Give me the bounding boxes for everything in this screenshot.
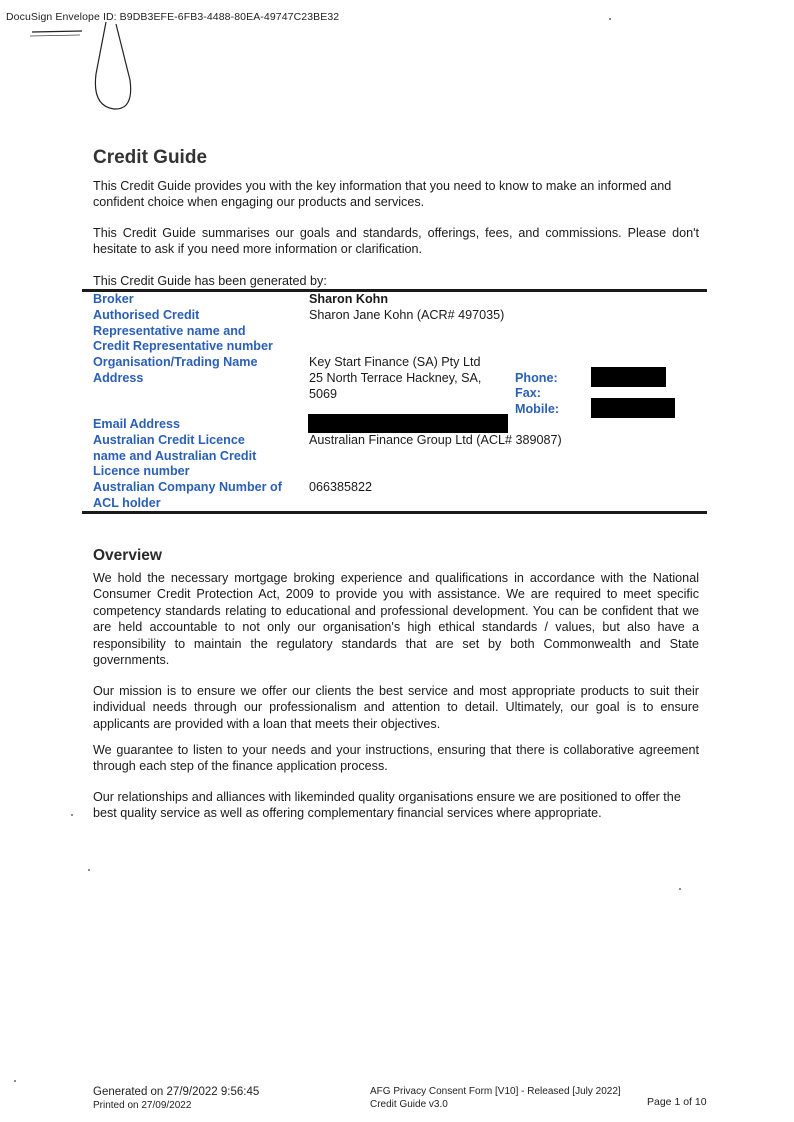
acn-label: Australian Company Number of ACL holder [93, 480, 282, 510]
phone-label: Phone: [515, 371, 558, 385]
broker-value: Sharon Kohn [309, 292, 389, 306]
overview-paragraph: We hold the necessary mortgage broking experience and qualifications in accordance with the National Consumer Credit Protection Act, 2009 to provide you with assistance. We are required to meet specific competency standards relating to educational and professional development. You can be confident that we are held accountable to not only our organisation's high ethical standards / values, but also have a responsibility to maintain the regulatory standards that are set by both Commonwealth and State governments. [93, 571, 699, 668]
table-bottom-rule [82, 511, 707, 514]
acr-label: Authorised Credit Representative name and Credit Representative number [93, 308, 273, 354]
organisation-label: Organisation/Trading Name [93, 355, 258, 369]
address-value: 25 North Terrace Hackney, SA, 5069 [309, 371, 482, 401]
mobile-label: Mobile: [515, 402, 560, 416]
scan-speck [609, 18, 611, 20]
envelope-id: DocuSign Envelope ID: B9DB3EFE-6FB3-4488-80EA-49747C23BE32 [6, 11, 340, 23]
organisation-value: Key Start Finance (SA) Pty Ltd [309, 355, 481, 369]
acr-value: Sharon Jane Kohn (ACR# 497035) [309, 308, 505, 322]
footer-printed-on: Printed on 27/09/2022 [93, 1100, 192, 1111]
scan-speck [88, 869, 90, 871]
redacted-email [308, 414, 508, 433]
paperclip-icon [30, 20, 140, 120]
redacted-mobile [591, 398, 675, 418]
footer-page-number: Page 1 of 10 [647, 1096, 707, 1108]
broker-label: Broker [93, 292, 134, 306]
scan-speck [679, 888, 681, 890]
address-label: Address [93, 371, 144, 385]
overview-paragraph: Our relationships and alliances with likeminded quality organisations ensure we are positioned to offer the best quality service as well as offering complementary financial services where appropriate. [93, 790, 681, 821]
intro-paragraph: This Credit Guide summarises our goals and standards, offerings, fees, and commissions. Please don't hesitate to ask if you need more information or clarification. [93, 226, 699, 257]
intro-paragraph: This Credit Guide provides you with the key information that you need to know to make an informed and confident choice when engaging our products and services. [93, 179, 672, 210]
email-label: Email Address [93, 417, 181, 431]
acl-label: Australian Credit Licence name and Australian Credit Licence number [93, 433, 257, 479]
fax-label: Fax: [515, 386, 541, 400]
footer-generated-on: Generated on 27/9/2022 9:56:45 [93, 1086, 260, 1098]
acn-value: 066385822 [309, 480, 373, 494]
overview-heading: Overview [93, 547, 162, 564]
footer-form-name: AFG Privacy Consent Form [V10] - Released [July 2022] [370, 1086, 621, 1097]
acl-value: Australian Finance Group Ltd (ACL# 389087) [309, 433, 562, 447]
redacted-phone [591, 367, 666, 387]
generated-by-label: This Credit Guide has been generated by: [93, 274, 327, 288]
scan-speck [71, 814, 73, 816]
overview-paragraph: We guarantee to listen to your needs and your instructions, ensuring that there is collaborative agreement through each step of the finance application process. [93, 743, 699, 774]
footer-guide-version: Credit Guide v3.0 [370, 1099, 448, 1110]
overview-paragraph: Our mission is to ensure we offer our clients the best service and most appropriate products to suit their individual needs through our professionalism and attention to detail. Ultimately, our goal is to ensure applicants are provided with a loan that meets their objectives. [93, 684, 699, 731]
scan-speck [14, 1080, 16, 1082]
page-title: Credit Guide [93, 147, 208, 168]
